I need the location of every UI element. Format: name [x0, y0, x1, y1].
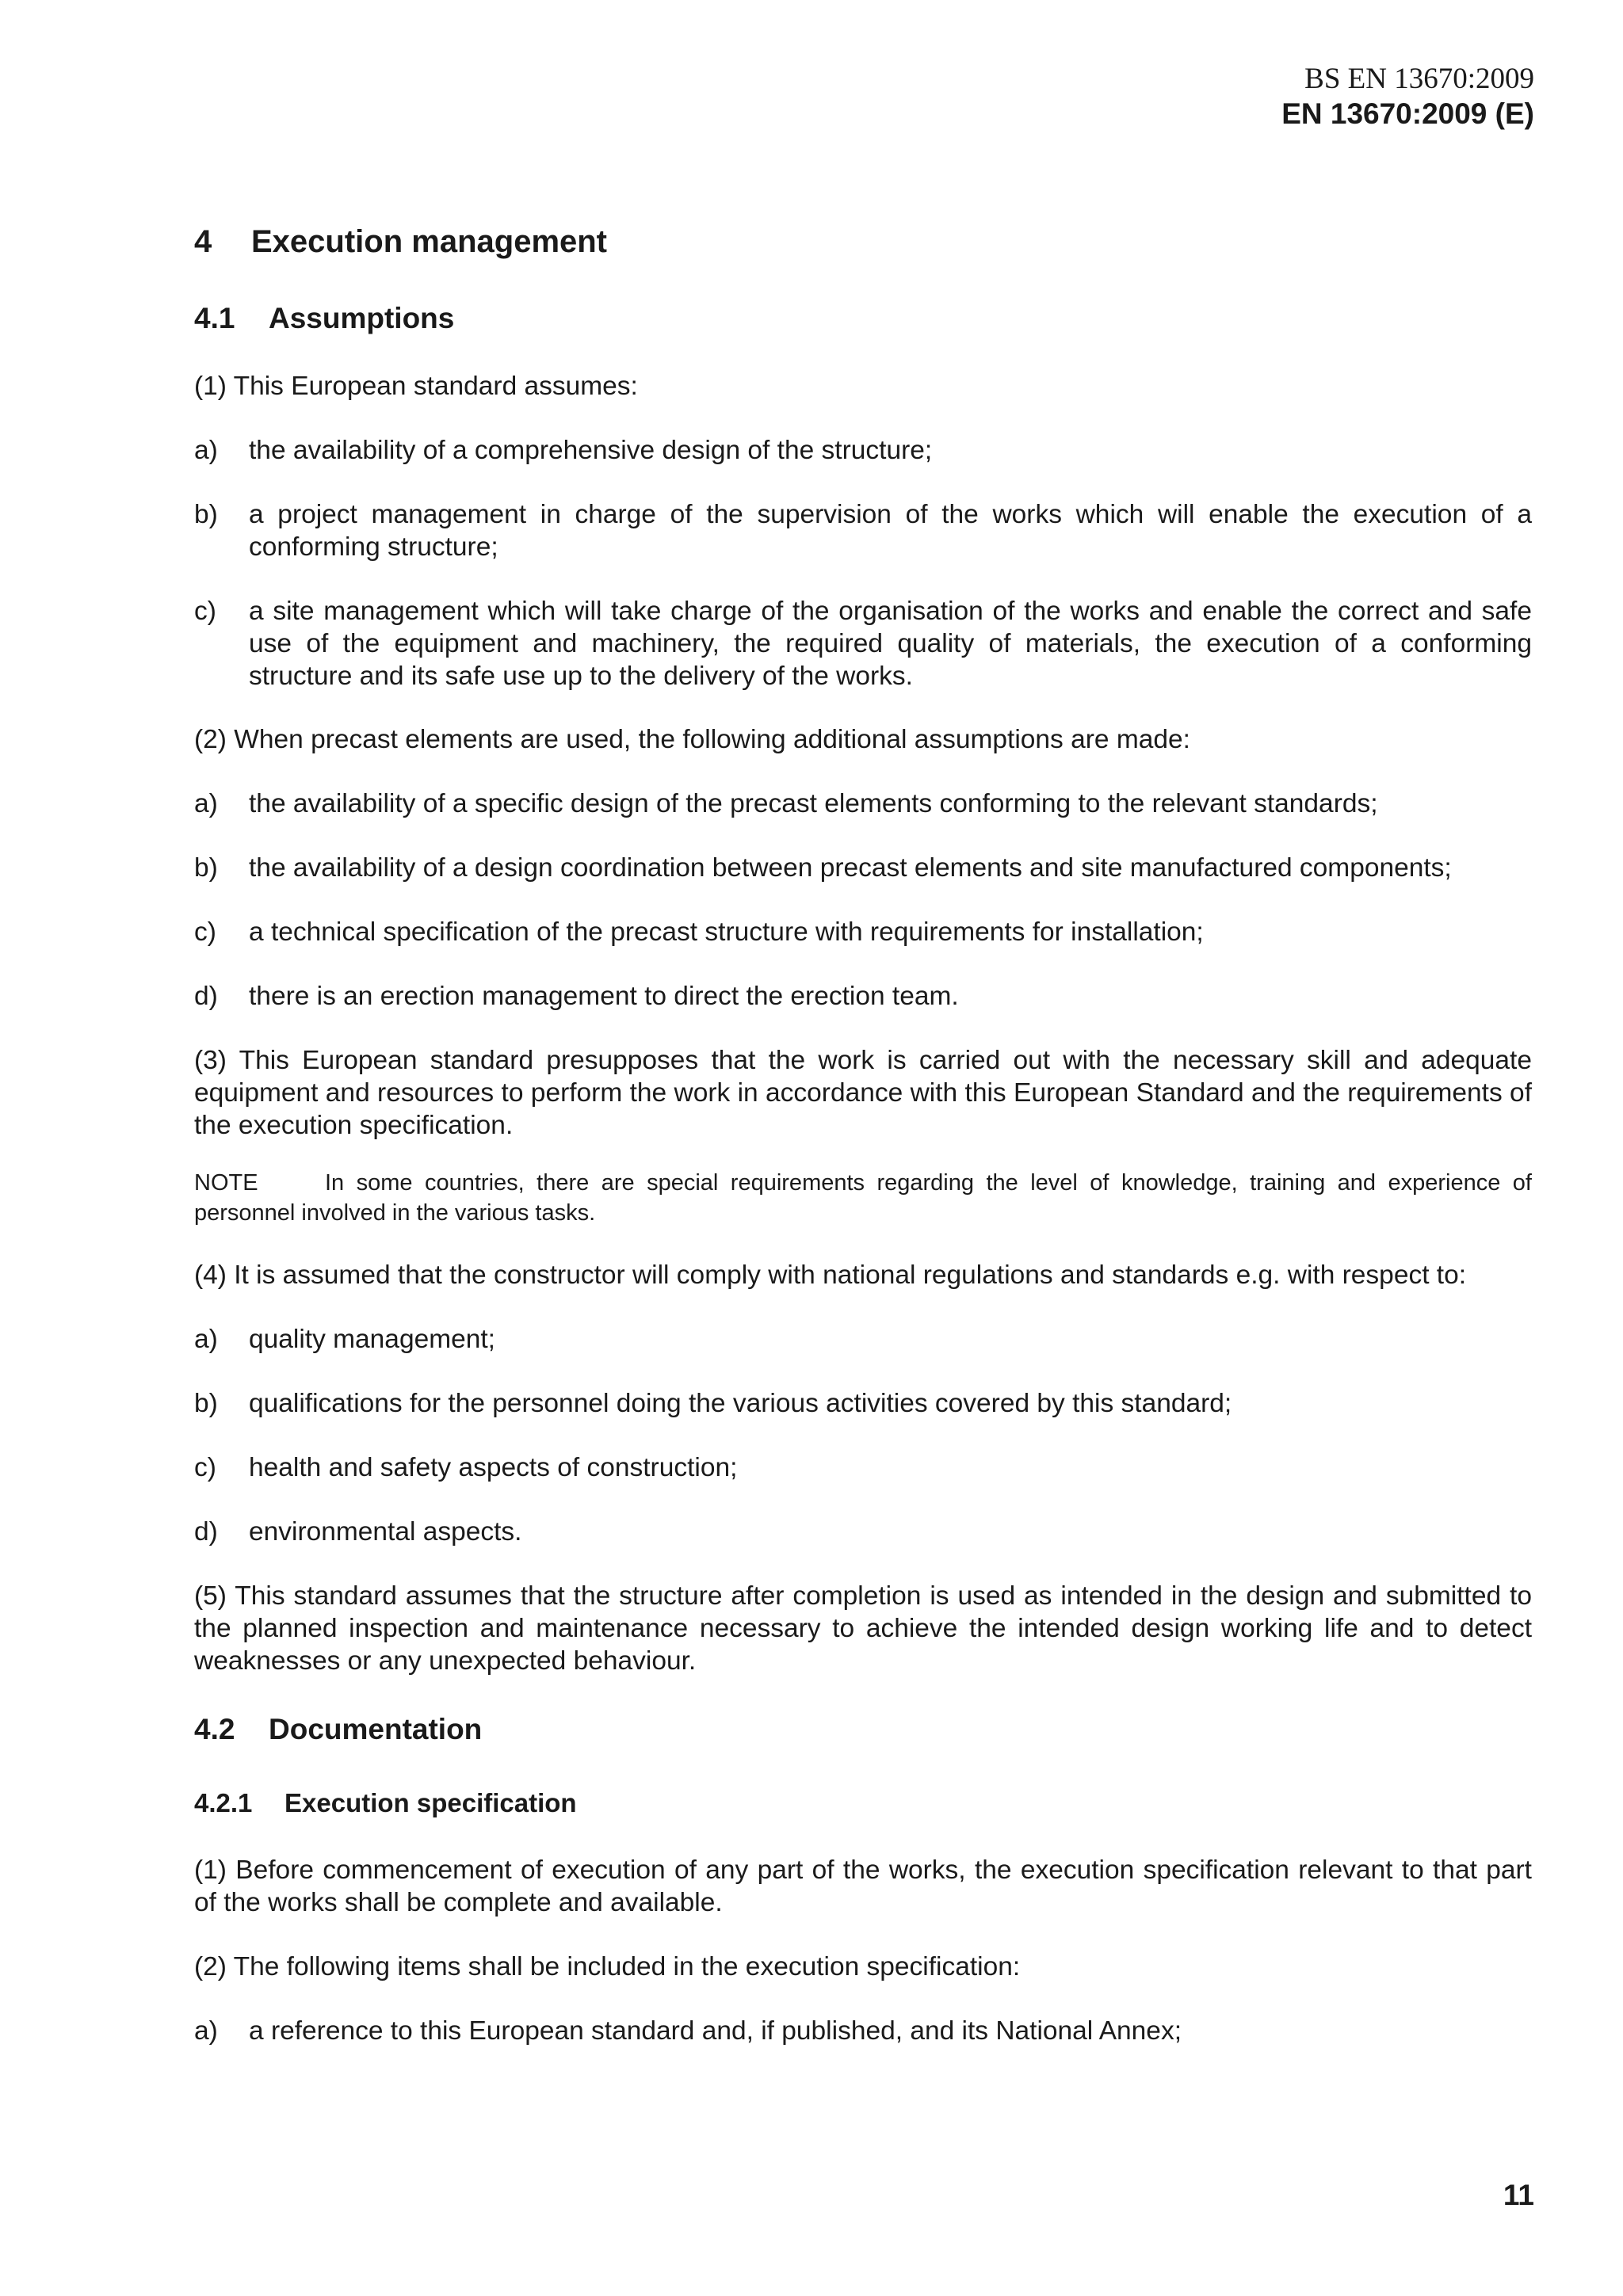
- list-item: [194, 498, 1532, 563]
- section-number: 4.1: [194, 302, 235, 334]
- list-item-label: d): [194, 1517, 218, 1547]
- list-item: [194, 434, 1532, 467]
- list-item-label: c): [194, 1453, 216, 1482]
- heading-section-4: [194, 224, 607, 260]
- section-title: Documentation: [269, 1713, 483, 1745]
- list-item-text: the availability of a specific design of the precast elements conforming to the relevant standards;: [249, 789, 1378, 818]
- list-item: [194, 788, 1532, 820]
- list-item-label: d): [194, 982, 218, 1011]
- section-title: Execution management: [251, 224, 608, 259]
- list-item: [194, 852, 1532, 884]
- list-item-text: there is an erection management to direct the erection team.: [249, 982, 959, 1011]
- bs-standard-id: BS EN 13670:2009: [1304, 63, 1534, 95]
- list-item-label: a): [194, 1325, 218, 1354]
- page-number: 11: [1503, 2179, 1534, 2211]
- paragraph-4-1-1: (1) This European standard assumes:: [194, 372, 638, 401]
- list-item-text: a technical specification of the precast structure with requirements for installation;: [249, 917, 1204, 947]
- list-item-text: a site management which will take charge of the organisation of the works and enable the correct and safe use of the equipment and machinery, the required quality of materials, the execution of a conforming structure and its safe use up to the delivery of the works.: [249, 597, 1532, 691]
- list-item: [194, 916, 1532, 948]
- note-label: NOTE: [194, 1170, 258, 1196]
- paragraph-4-2-1-2: (2) The following items shall be included in the execution specification:: [194, 1952, 1021, 1981]
- section-title: Execution specification: [285, 1788, 577, 1817]
- list-item: [194, 1323, 1532, 1356]
- list-item-text: health and safety aspects of construction;: [249, 1453, 738, 1482]
- list-item-label: b): [194, 853, 218, 883]
- list-item: [194, 595, 1532, 692]
- list-item-text: quality management;: [249, 1325, 495, 1354]
- list-item-label: a): [194, 436, 218, 465]
- section-title: Assumptions: [269, 302, 455, 334]
- list-item: [194, 1451, 1532, 1484]
- page-header: [1281, 62, 1534, 132]
- heading-section-4-1: [194, 302, 454, 335]
- list-item-text: a project management in charge of the supervision of the works which will enable the execution of a conforming structure;: [249, 500, 1532, 562]
- paragraph-4-1-4: (4) It is assumed that the constructor will comply with national regulations and standards e.g. with respect to:: [194, 1261, 1467, 1290]
- list-item: [194, 1516, 1532, 1548]
- en-standard-id: EN 13670:2009 (E): [1281, 97, 1534, 131]
- section-number: 4: [194, 224, 212, 259]
- section-number: 4.2.1: [194, 1788, 253, 1817]
- list-item: [194, 980, 1532, 1013]
- heading-section-4-2-1: [194, 1788, 577, 1818]
- section-number: 4.2: [194, 1713, 235, 1745]
- list-item-text: the availability of a design coordination between precast elements and site manufactured components;: [249, 853, 1452, 883]
- heading-section-4-2: [194, 1713, 482, 1746]
- list-item: [194, 2015, 1532, 2047]
- list-item-text: qualifications for the personnel doing the various activities covered by this standard;: [249, 1389, 1232, 1418]
- paragraph-4-1-5: (5) This standard assumes that the structure after completion is used as intended in the design and submitted to the planned inspection and maintenance necessary to achieve the intended design working life and to detect weaknesses or any unexpected behaviour.: [194, 1581, 1532, 1676]
- paragraph-4-1-2: (2) When precast elements are used, the following additional assumptions are made:: [194, 725, 1190, 754]
- paragraph-4-2-1-1: (1) Before commencement of execution of any part of the works, the execution specification relevant to that part of the works shall be complete and available.: [194, 1855, 1532, 1917]
- list-item-label: a): [194, 2016, 218, 2046]
- list-item: [194, 1387, 1532, 1420]
- list-item-text: the availability of a comprehensive design of the structure;: [249, 436, 933, 465]
- list-item-text: a reference to this European standard and, if published, and its National Annex;: [249, 2016, 1182, 2046]
- paragraph-4-1-3: (3) This European standard presupposes that the work is carried out with the necessary skill and adequate equipment and resources to perform the work in accordance with this European Standard and the requirements of the execution specification.: [194, 1046, 1532, 1140]
- note-text: In some countries, there are special requirements regarding the level of knowledge, training and experience of personnel involved in the various tasks.: [194, 1170, 1532, 1226]
- list-item-label: c): [194, 597, 216, 626]
- list-item-label: b): [194, 500, 218, 529]
- list-item-label: c): [194, 917, 216, 947]
- list-item-text: environmental aspects.: [249, 1517, 522, 1547]
- list-item-label: b): [194, 1389, 218, 1418]
- list-item-label: a): [194, 789, 218, 818]
- note: [194, 1168, 1532, 1228]
